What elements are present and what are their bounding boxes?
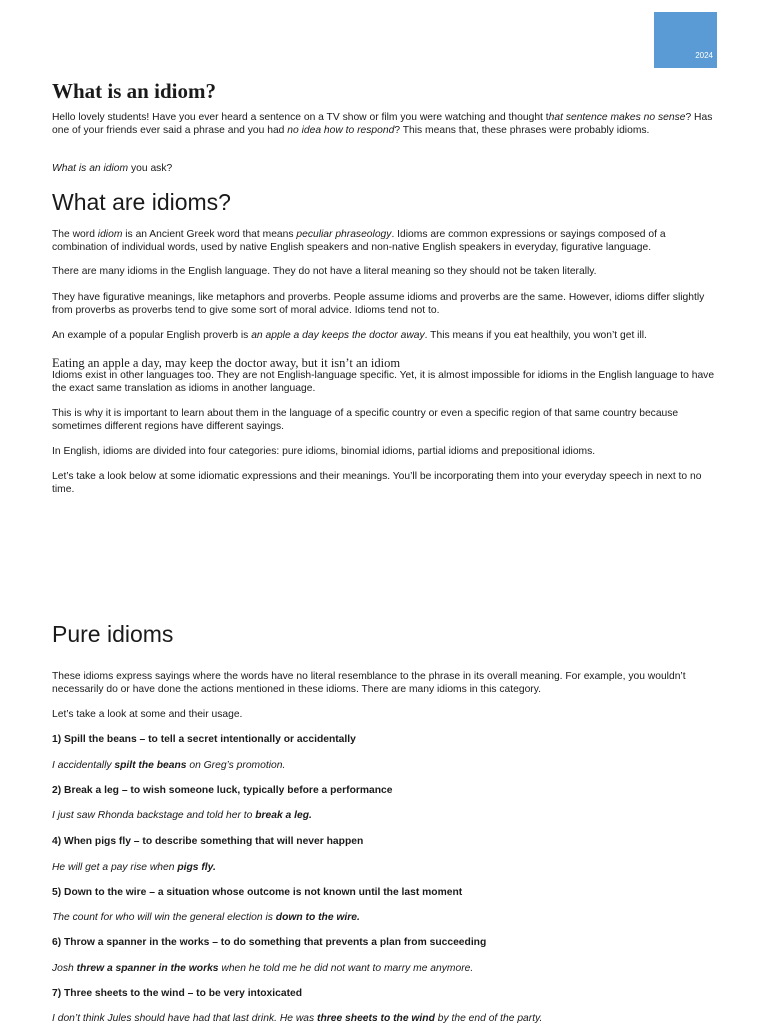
literal-meaning-paragraph: There are many idioms in the English language. They do not have a literal meaning so they should not be taken literally. <box>52 266 597 277</box>
look-below-paragraph: Let’s take a look below at some idiomatic expressions and their meanings. You’ll be incorporating them into your everyday speech in next to no time. <box>52 471 702 495</box>
intro-paragraph: Hello lovely students! Have you ever heard a sentence on a TV show or film you were watching and thought that sentence makes no sense? Has one of your friends ever said a phrase and you had no idea how to respond? This means that, these phrases were probably idioms. <box>52 112 713 136</box>
proverb-paragraph: An example of a popular English proverb is an apple a day keeps the doctor away. This means if you eat healthily, you won’t get ill. <box>52 330 647 341</box>
other-languages-paragraph: Idioms exist in other languages too. They are not English-language specific. Yet, it is almost impossible for idioms in the English language to have the exact same translation as idioms in another language. <box>52 370 715 394</box>
idiom-example: I don’t think Jules should have had that last drink. He was three sheets to the wind by the end of the party. <box>52 1013 543 1024</box>
idiom-example: The count for who will win the general election is down to the wire. <box>52 912 360 923</box>
categories-paragraph: In English, idioms are divided into four categories: pure idioms, binomial idioms, partial idioms and prepositional idioms. <box>52 446 596 457</box>
idiom-example: I just saw Rhonda backstage and told her to break a leg. <box>52 810 312 821</box>
idiom-heading: 6) Throw a spanner in the works – to do something that prevents a plan from succeeding <box>52 937 487 948</box>
heading-pure-idioms: Pure idioms <box>52 621 174 647</box>
ask-paragraph: What is an idiom you ask? <box>52 163 173 174</box>
heading-what-is-an-idiom: What is an idiom? <box>52 79 216 103</box>
regions-paragraph: This is why it is important to learn about them in the language of a specific country or even a specific region of that same country because sometimes different regions have different sayings. <box>52 408 679 432</box>
idiom-heading: 2) Break a leg – to wish someone luck, typically before a performance <box>52 785 393 796</box>
year-label: 2024 <box>695 51 713 61</box>
idiom-example: He will get a pay rise when pigs fly. <box>52 862 216 873</box>
idiom-heading: 4) When pigs fly – to describe something that will never happen <box>52 836 364 847</box>
idiom-example: I accidentally spilt the beans on Greg’s promotion. <box>52 760 286 771</box>
idiom-heading: 5) Down to the wire – a situation whose outcome is not known until the last moment <box>52 887 463 898</box>
definition-paragraph: The word idiom is an Ancient Greek word that means peculiar phraseology. Idioms are common expressions or sayings composed of a combination of individual words, used by native English speakers and non-native English speakers in everyday, figurative language. <box>52 229 666 253</box>
figurative-paragraph: They have figurative meanings, like metaphors and proverbs. People assume idioms and proverbs are the same. However, idioms differ slightly from proverbs as proverbs tend to give some sort of moral advice. Idioms tend not to. <box>52 292 705 316</box>
idiom-example: Josh threw a spanner in the works when he told me he did not want to marry me anymore. <box>52 963 474 974</box>
apple-subheading: Eating an apple a day, may keep the doctor away, but it isn’t an idiom <box>52 356 401 370</box>
pure-idioms-paragraph: These idioms express sayings where the words have no literal resemblance to the phrase in its overall meaning. For example, you wouldn’t necessarily do or have done the actions mentioned in these idioms. There are many idioms in this category. <box>52 671 686 695</box>
year-badge <box>654 12 717 68</box>
heading-what-are-idioms: What are idioms? <box>52 189 231 215</box>
usage-paragraph: Let’s take a look at some and their usage. <box>52 709 243 720</box>
idiom-heading: 7) Three sheets to the wind – to be very intoxicated <box>52 988 303 999</box>
idiom-heading: 1) Spill the beans – to tell a secret intentionally or accidentally <box>52 734 356 745</box>
